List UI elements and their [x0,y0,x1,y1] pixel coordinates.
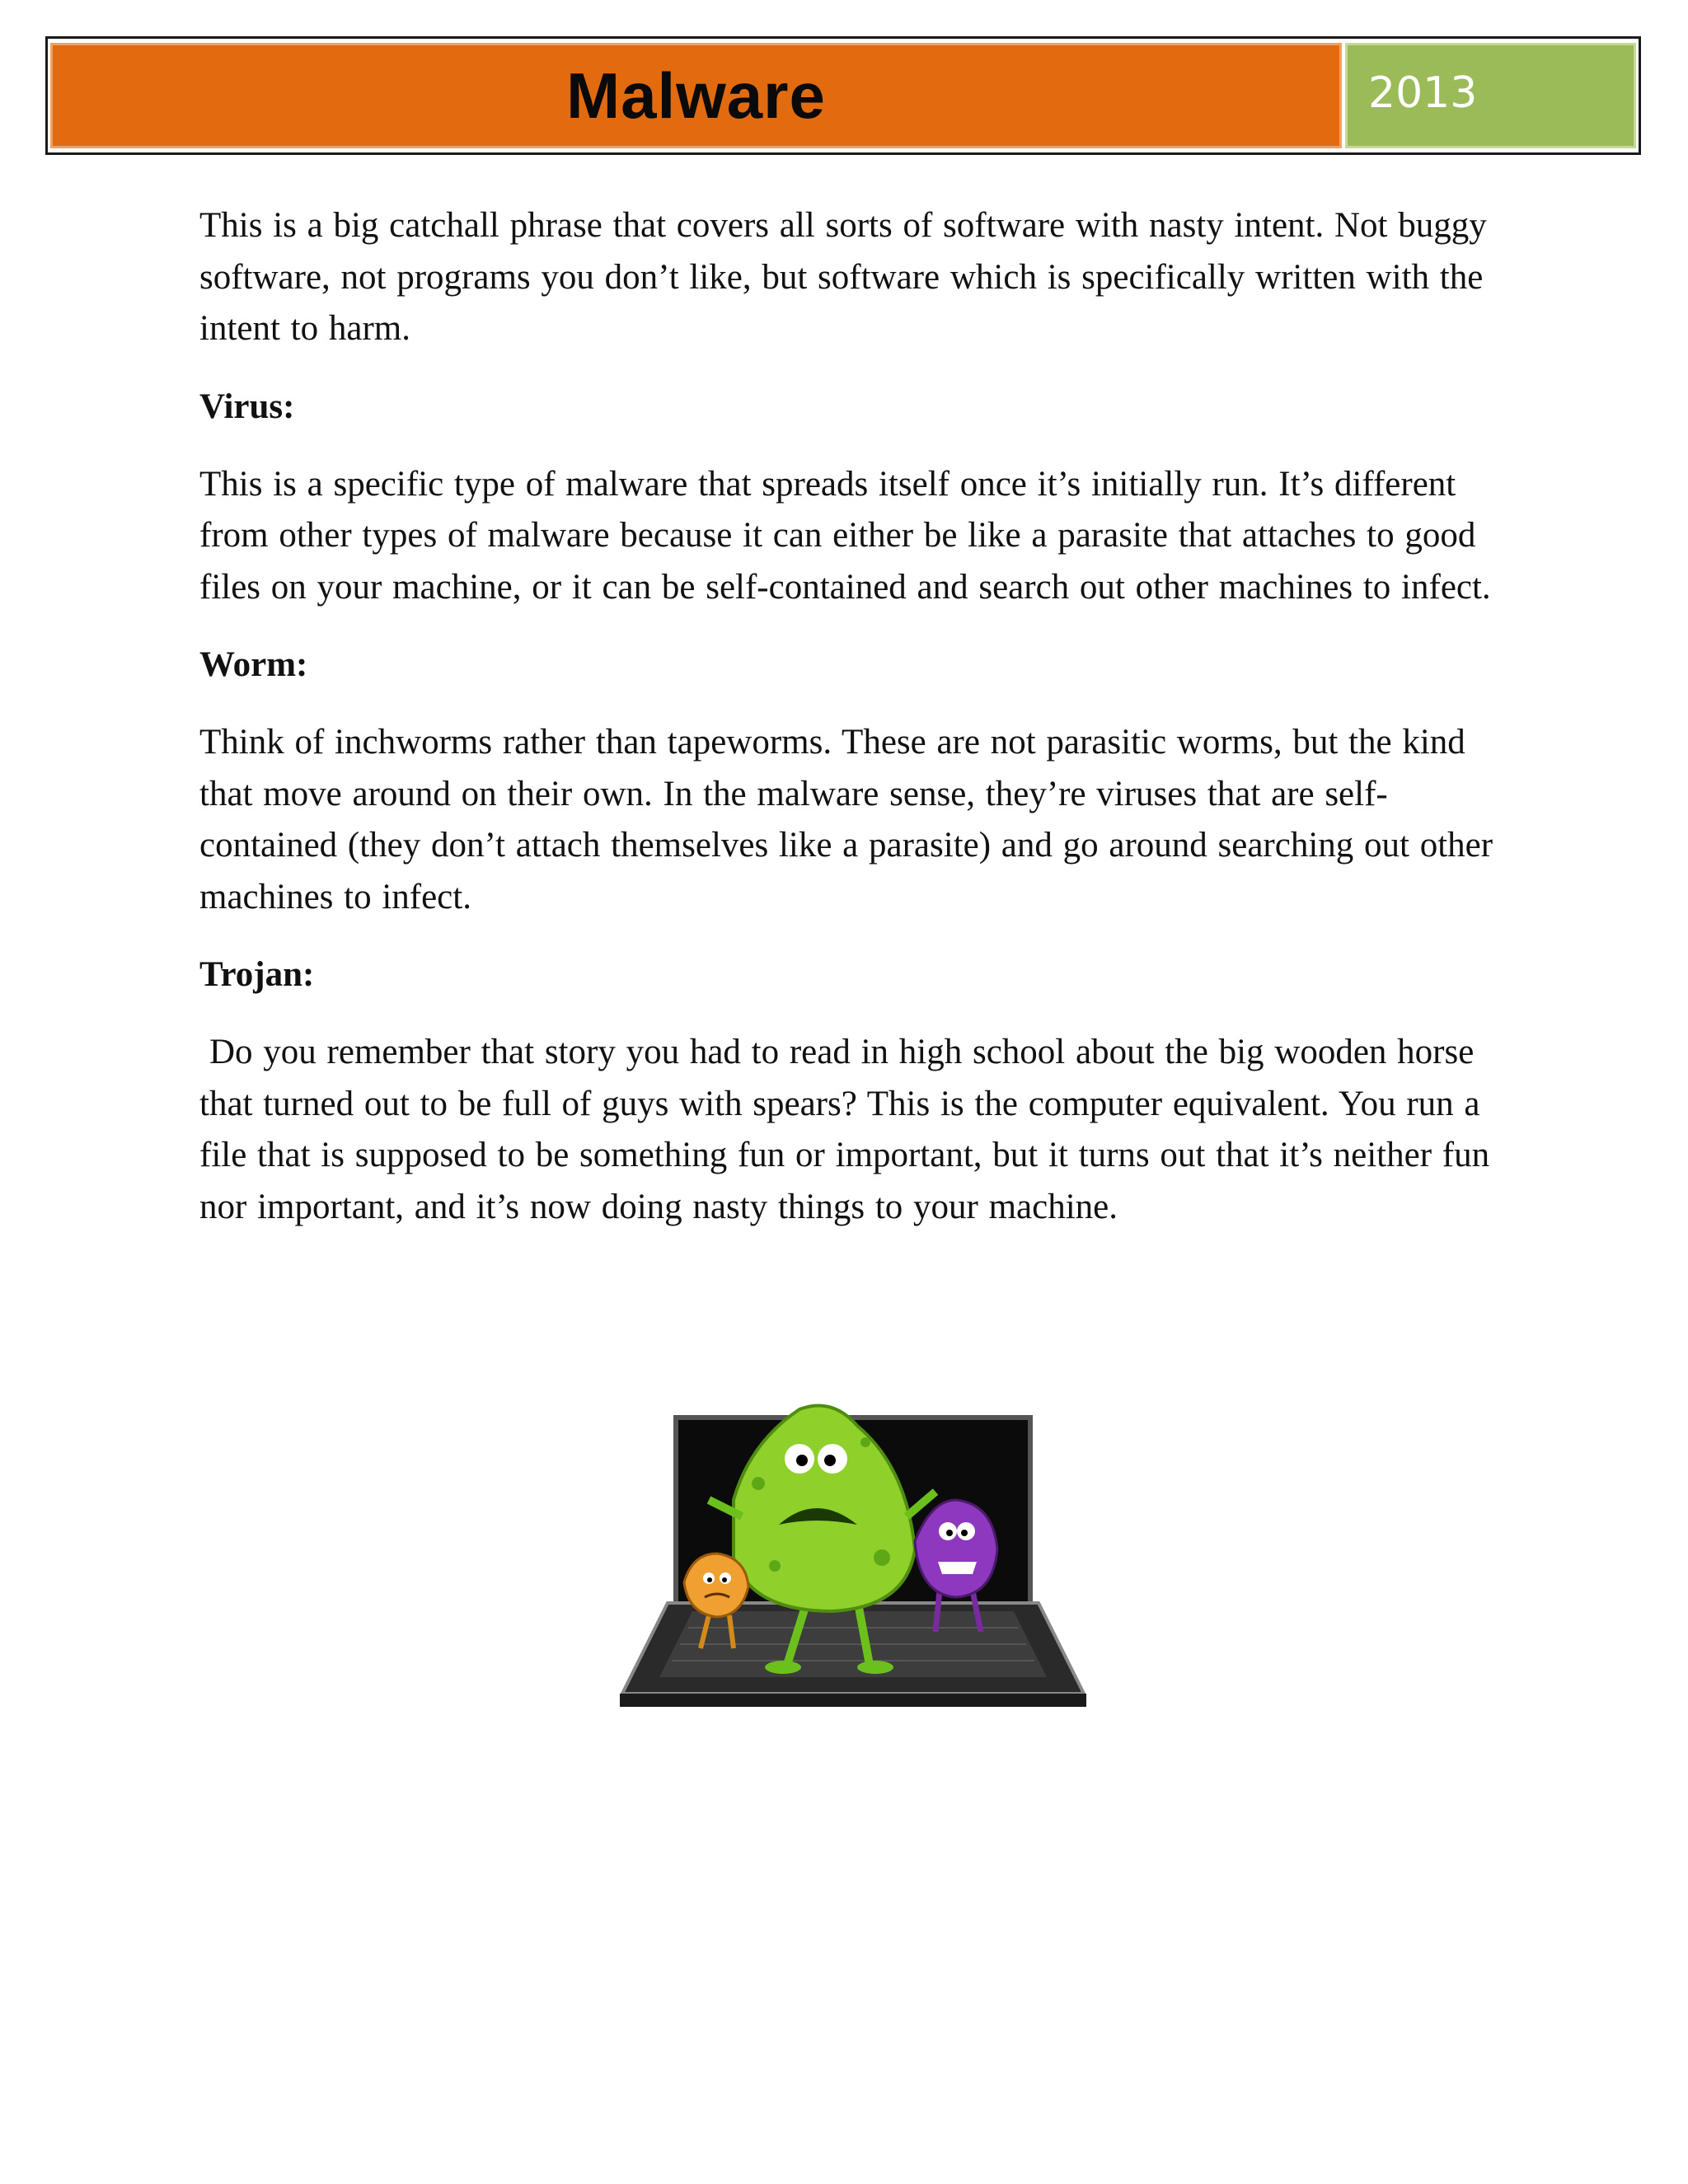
trojan-heading: Trojan: [199,955,315,994]
year-banner [1345,43,1636,148]
malware-illustration [610,1393,1096,1714]
virus-heading: Virus: [199,387,295,426]
page-title: Malware [566,59,826,132]
title-banner [50,43,1342,148]
year-label: 2013 [1368,68,1478,118]
document-body [199,200,1502,1233]
intro-paragraph: This is a big catchall phrase that covers all sorts of software with nasty intent. Not buggy software, not programs you don’t like, but software which is specifically written with the intent to harm. [199,206,1487,348]
worm-heading: Worm: [199,645,308,684]
trojan-paragraph: Do you remember that story you had to read in high school about the big wooden horse that turned out to be full of guys with spears? This is the computer equivalent. You run a file that is supposed to be something fun or important, but it turns out that it’s neither fun nor important, and it’s now doing nasty things to your machine. [199,1033,1490,1226]
laptop-edge [620,1694,1086,1707]
virus-paragraph: This is a specific type of malware that spreads itself once it’s initially run. It’s different from other types of malware because it can either be like a parasite that attaches to good files on your machine, or it can be self-contained and search out other machines to infect. [199,464,1491,607]
worm-paragraph: Think of inchworms rather than tapeworms. These are not parasitic worms, but the kind that move around on their own. In the malware sense, they’re viruses that are self-contained (they don’t attach themselves like a parasite) and go around searching out other machines to infect. [199,723,1493,916]
